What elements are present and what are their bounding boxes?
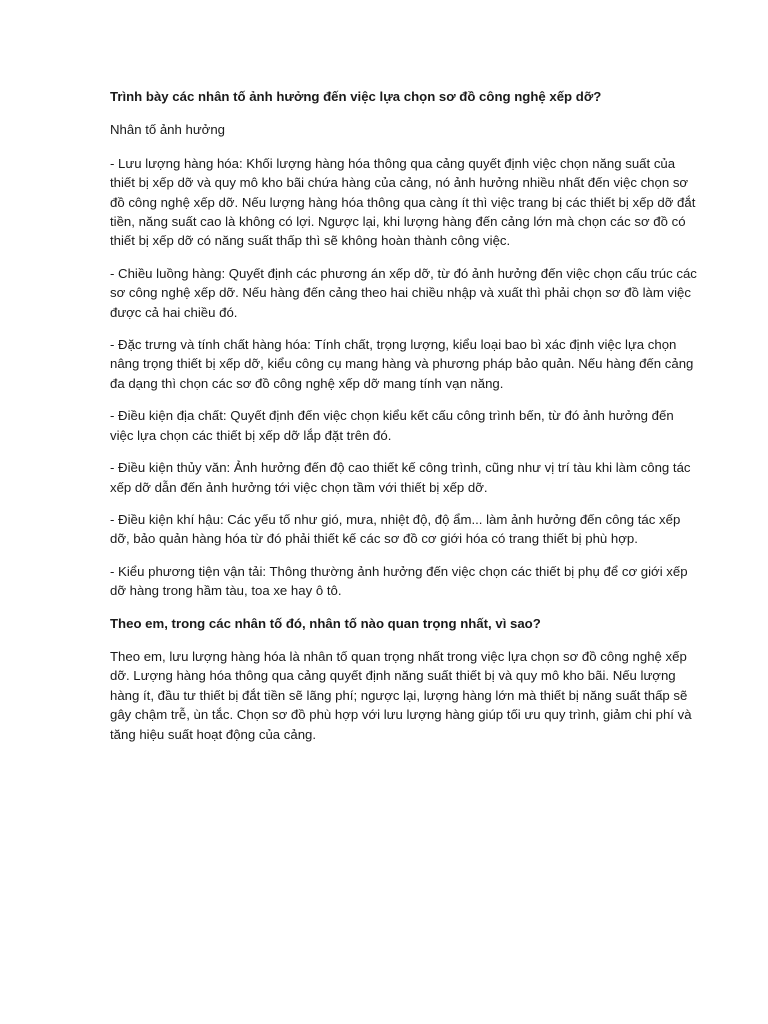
- factor-paragraph-geology: - Điều kiện địa chất: Quyết định đến việc chọn kiểu kết cấu công trình bến, từ đó ảnh hưởng đến việc lựa chọn các thiết bị xếp dỡ lắp đặt trên đó.: [110, 408, 674, 443]
- factor-paragraph-climate: - Điều kiện khí hậu: Các yếu tố như gió, mưa, nhiệt độ, độ ẩm... làm ảnh hưởng đến công tác xếp dỡ, bảo quản hàng hóa từ đó phải thiết kế các sơ đồ cơ giới hóa có trang thiết bị phù hợp.: [110, 511, 681, 547]
- factor-paragraph-flow: - Lưu lượng hàng hóa: Khối lượng hàng hóa thông qua cảng quyết định việc chọn năng suất của thiết bị xếp dỡ và quy mô kho bãi chứa hàng của cảng, nó ảnh hưởng nhiều nhất đến việc chọn sơ đồ công nghệ xếp dỡ. Nếu lượng hàng hóa thông qua càng ít thì việc trang bị các thiết bị xếp dỡ đắt tiền, năng suất cao là không có lợi. Ngược lại, khi lượng hàng đến cảng lớn mà chọn các sơ đồ có thiết bị xếp dỡ có năng suất thấp thì sẽ không hoàn thành công việc.: [110, 155, 696, 249]
- section-label: Nhân tố ảnh hưởng: [110, 122, 225, 138]
- factor-paragraph-cargo-nature: - Đặc trưng và tính chất hàng hóa: Tính chất, trọng lượng, kiểu loại bao bì xác định việc lựa chọn nâng trọng thiết bị xếp dỡ, kiểu công cụ mang hàng và phương pháp bảo quản. Nếu hàng đến cảng đa dạng thì chọn các sơ đồ công nghệ xếp dỡ mang tính vạn năng.: [110, 337, 694, 391]
- question-1-heading: Trình bày các nhân tố ảnh hưởng đến việc lựa chọn sơ đồ công nghệ xếp dỡ?: [110, 89, 602, 104]
- question-2-heading: Theo em, trong các nhân tố đó, nhân tố nào quan trọng nhất, vì sao?: [110, 615, 541, 631]
- factor-paragraph-direction: - Chiều luồng hàng: Quyết định các phương án xếp dỡ, từ đó ảnh hưởng đến việc chọn cấu trúc các sơ công nghệ xếp dỡ. Nếu hàng đến cảng theo hai chiều nhập và xuất thì phải chọn sơ đồ làm việc được cả hai chiều đó.: [110, 265, 697, 320]
- factor-paragraph-transport: - Kiểu phương tiện vận tải: Thông thường ảnh hưởng đến việc chọn các thiết bị phụ để cơ giới xếp dỡ hàng trong hầm tàu, toa xe hay ô tô.: [110, 563, 688, 599]
- answer-paragraph: Theo em, lưu lượng hàng hóa là nhân tố quan trọng nhất trong việc lựa chọn sơ đồ công nghệ xếp dỡ. Lượng hàng hóa thông qua cảng quyết định năng suất thiết bị và quy mô kho bãi. Nếu lượng hàng ít, đầu tư thiết bị đắt tiền sẽ lãng phí; ngược lại, lượng hàng lớn mà thiết bị năng suất thấp sẽ gây chậm trễ, ùn tắc. Chọn sơ đồ phù hợp với lưu lượng hàng giúp tối ưu quy trình, giảm chi phí và tăng hiệu suất hoạt động của cảng.: [110, 648, 692, 742]
- factor-paragraph-hydrology: - Điều kiện thủy văn: Ảnh hưởng đến độ cao thiết kế công trình, cũng như vị trí tàu khi làm công tác xếp dỡ dẫn đến ảnh hưởng tới việc chọn tầm với thiết bị xếp dỡ.: [110, 460, 691, 495]
